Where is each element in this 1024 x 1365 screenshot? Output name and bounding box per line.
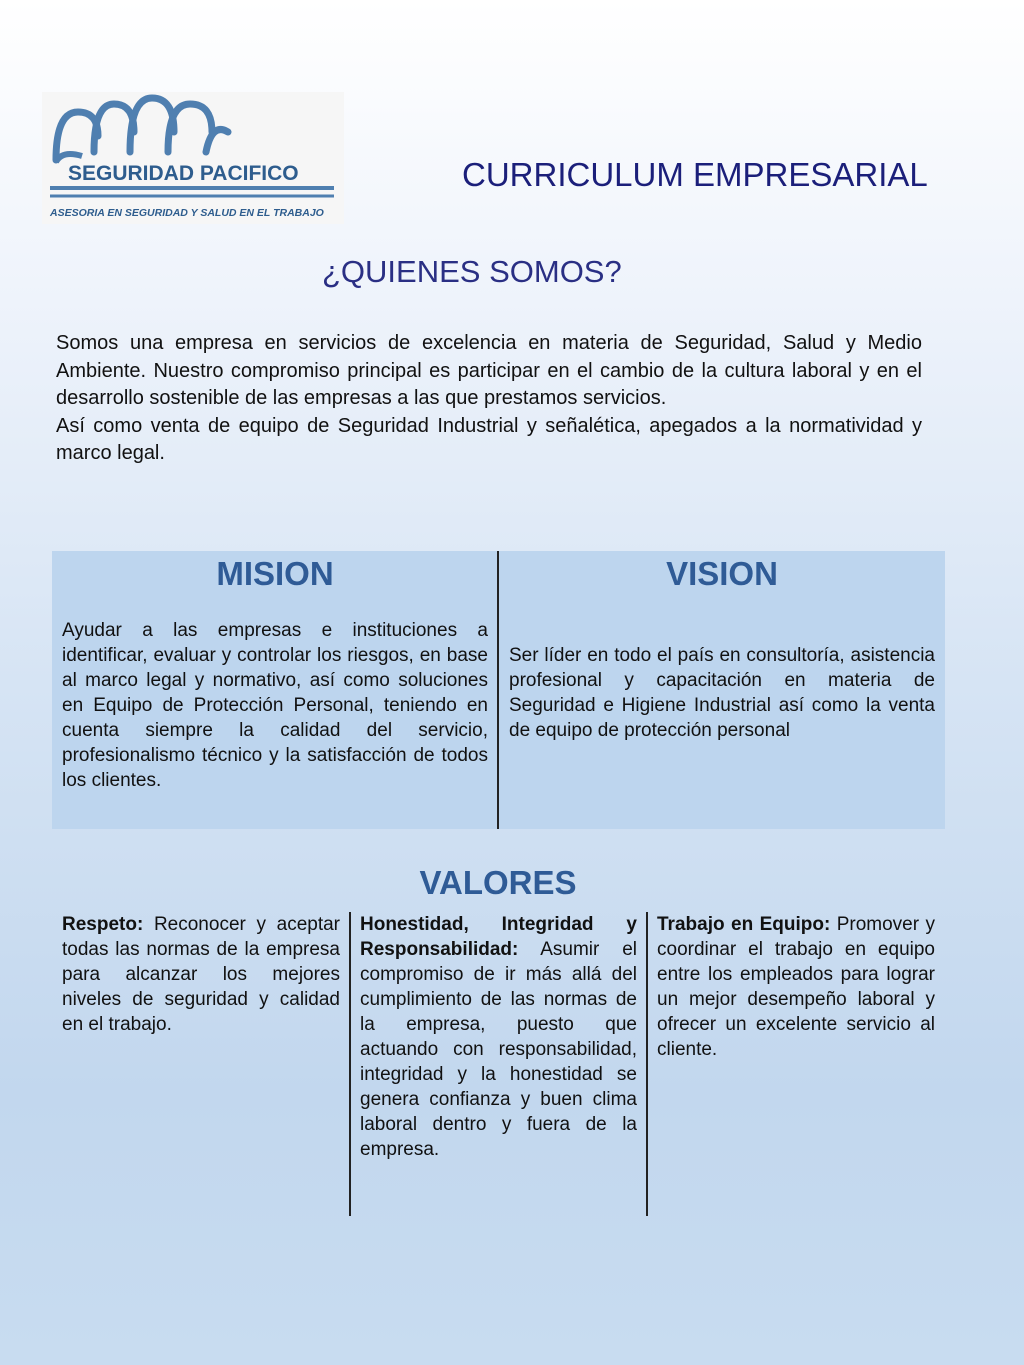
document-title: CURRICULUM EMPRESARIAL [462, 156, 928, 193]
logo-brand-text: SEGURIDAD PACIFICO [68, 162, 299, 185]
intro-paragraph-1: Somos una empresa en servicios de excelencia en materia de Seguridad, Salud y Medio Ambiente. Nuestro compromiso principal es participar en el cambio de la cultura laboral y en el desarrollo sostenible de las empresas a las que prestamos servicios. [56, 332, 922, 409]
valores-heading: VALORES [419, 864, 577, 901]
valor-trabajo-equipo [657, 912, 935, 1062]
quienes-somos-heading: ¿QUIENES SOMOS? [322, 254, 622, 289]
company-logo [42, 92, 344, 224]
mision-vision-divider [497, 551, 499, 829]
valor-text: Promover y coordinar el trabajo en equipo entre los empleados para lograr un mejor desempeño laboral y ofrecer un excelente servicio al cliente. [657, 914, 935, 1060]
mision-heading: MISION [216, 555, 334, 592]
logo-tagline-text: ASESORIA EN SEGURIDAD Y SALUD EN EL TRABAJO [50, 207, 324, 219]
quienes-somos-text [56, 330, 922, 468]
vision-heading: VISION [666, 555, 778, 592]
valores-divider-1 [349, 912, 351, 1216]
logo-arches-graphic [42, 92, 344, 224]
valor-label: Trabajo en Equipo: [657, 914, 831, 935]
valor-label: Honestidad, Integridad y Responsabilidad: [360, 914, 637, 960]
vision-text: Ser líder en todo el país en consultoría, asistencia profesional y capacitación en materia de Seguridad e Higiene Industrial así como la venta de equipo de protección personal [509, 645, 935, 741]
intro-paragraph-2: Así como venta de equipo de Seguridad Industrial y señalética, apegados a la normatividad y marco legal. [56, 414, 922, 464]
valores-divider-2 [646, 912, 648, 1216]
valor-label: Respeto: [62, 914, 144, 935]
valor-honestidad [360, 912, 637, 1162]
valor-text: Reconocer y aceptar todas las normas de la empresa para alcanzar los mejores niveles de seguridad y calidad en el trabajo. [62, 914, 340, 1035]
mision-text: Ayudar a las empresas e instituciones a identificar, evaluar y controlar los riesgos, en base al marco legal y normativo, así como soluciones en Equipo de Protección Personal, teniendo en cuenta siempre la calidad del servicio, profesionalismo técnico y la satisfacción de todos los clientes. [62, 620, 488, 791]
valor-text: Asumir el compromiso de ir más allá del cumplimiento de las normas de la empresa, puesto que actuando con responsabilidad, integridad y la honestidad se genera confianza y buen clima laboral dentro y fuera de la empresa. [360, 939, 637, 1160]
valor-respeto [62, 912, 340, 1037]
